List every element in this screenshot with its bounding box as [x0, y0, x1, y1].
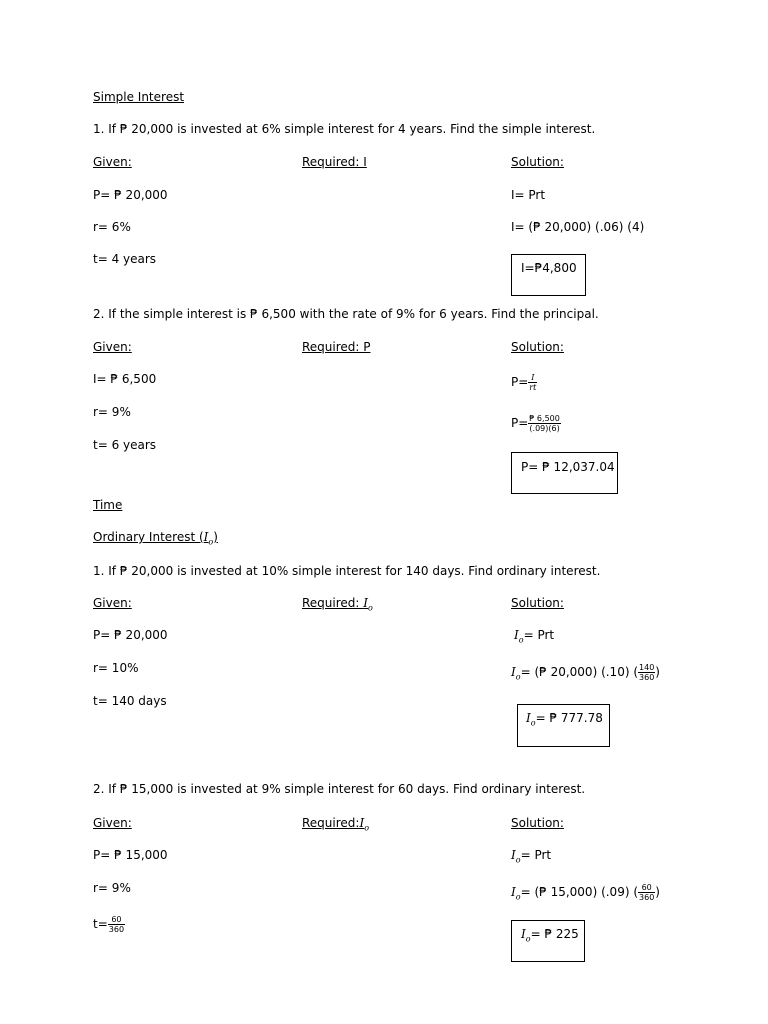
answer-text: $I_o=$ ₱ 225: [521, 927, 579, 944]
solution-line: $I_o=$ Prt: [511, 848, 552, 865]
solution-heading: Solution:: [511, 596, 564, 610]
answer-box: [511, 254, 586, 296]
solution-heading: Solution:: [511, 340, 564, 354]
section-heading-ordinary-interest: Ordinary Interest $(I_o)$: [93, 530, 218, 547]
solution-line: I= (₱ 20,000) (.06) (4): [511, 220, 645, 234]
given-line: r= 9%: [93, 881, 131, 895]
answer-box: [517, 704, 610, 747]
page-title: Simple Interest: [93, 90, 185, 104]
given-heading: Given:: [93, 816, 132, 830]
answer-text: P= ₱ 12,037.04: [521, 460, 615, 474]
solution-line: $I_o=$ (₱ 20,000) (.10) ( $\frac{140}{360}$ ): [511, 663, 660, 682]
solution-heading: Solution:: [511, 816, 564, 830]
fraction-denominator: rt: [529, 383, 537, 392]
formula-principal-substituted: [511, 409, 561, 437]
fraction: $\frac{60}{360}$: [639, 883, 655, 902]
problem-4-text: 2. If ₱ 15,000 is invested at 9% simple interest for 60 days. Find ordinary interest.: [93, 782, 586, 796]
given-line: t= 4 years: [93, 252, 157, 266]
formula-principal: [511, 368, 537, 396]
fraction: [528, 414, 561, 433]
required-heading: Required: $I_o$: [302, 596, 373, 613]
section-heading-time: Time: [93, 498, 123, 512]
given-line: P= ₱ 20,000: [93, 628, 168, 642]
problem-2-text: 2. If the simple interest is ₱ 6,500 with the rate of 9% for 6 years. Find the principal.: [93, 307, 599, 321]
problem-1-text: 1. If ₱ 20,000 is invested at 6% simple interest for 4 years. Find the simple interest.: [93, 122, 596, 136]
fraction: [528, 373, 537, 392]
given-line: t= 6 years: [93, 438, 157, 452]
given-heading: Given:: [93, 596, 132, 610]
solution-heading: Solution:: [511, 155, 564, 169]
problem-3-text: 1. If ₱ 20,000 is invested at 10% simple interest for 140 days. Find ordinary interest.: [93, 564, 601, 578]
given-heading: Given:: [93, 155, 132, 169]
given-line: I= ₱ 6,500: [93, 372, 157, 386]
solution-line: I= Prt: [511, 188, 546, 202]
answer-text: $I_o=$ ₱ 777.78: [526, 711, 603, 728]
answer-box: [511, 920, 585, 962]
fraction: $\frac{140}{360}$: [639, 663, 655, 682]
required-heading: $Required:I_o$: [302, 816, 370, 833]
answer-text: I=₱4,800: [521, 261, 577, 275]
given-line: P= ₱ 20,000: [93, 188, 168, 202]
given-line: t= 140 days: [93, 694, 167, 708]
given-line: P= ₱ 15,000: [93, 848, 168, 862]
answer-box: [511, 452, 618, 494]
given-heading: Given:: [93, 340, 132, 354]
fraction-numerator: I: [528, 373, 537, 383]
formula-lhs: P=: [511, 416, 529, 430]
solution-line: $I_o=$ (₱ 15,000) (.09) ( $\frac{60}{360}$ ): [511, 883, 660, 902]
solution-line: $I_o=$ Prt: [514, 628, 555, 645]
required-heading: Required: P: [302, 340, 371, 354]
given-line: t= $\frac{60}{360}$: [93, 915, 125, 934]
formula-lhs: P=: [511, 375, 529, 389]
required-heading: Required: I: [302, 155, 367, 169]
fraction: $\frac{60}{360}$: [108, 915, 125, 934]
fraction-numerator: ₱ 6,500: [529, 414, 560, 423]
given-line: r= 6%: [93, 220, 131, 234]
fraction-denominator: (.09)(6): [529, 424, 560, 433]
given-line: r= 10%: [93, 661, 139, 675]
given-line: r= 9%: [93, 405, 131, 419]
